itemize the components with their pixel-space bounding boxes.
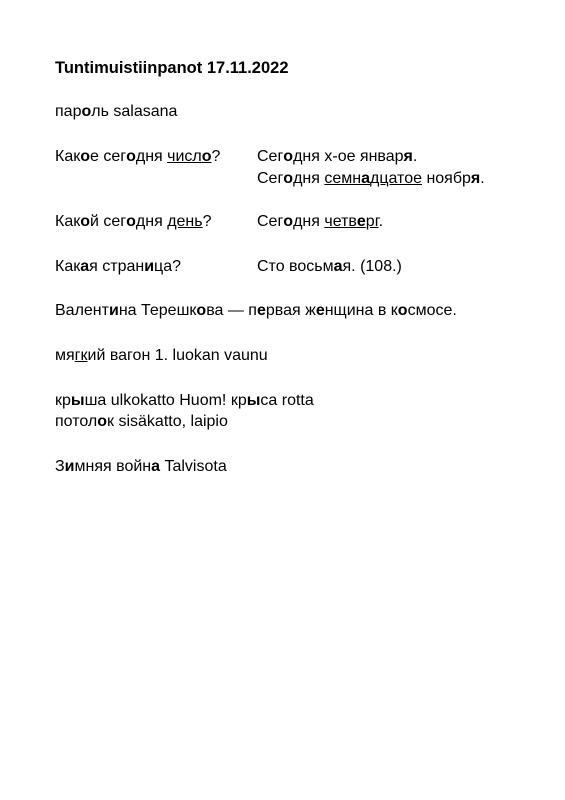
text-segment: и <box>64 458 75 475</box>
text-segment: день <box>167 213 203 230</box>
text-segment: Как <box>55 148 81 165</box>
text-segment: ва — п <box>206 302 257 319</box>
text-segment: и <box>108 302 119 319</box>
soft-car-line <box>55 346 268 366</box>
text-segment: . <box>412 148 418 165</box>
text-segment: й сег <box>90 213 127 230</box>
text-segment: к sisäkatto, laipio <box>107 413 228 430</box>
answer-page <box>257 257 402 277</box>
text-segment: а <box>80 258 90 275</box>
text-segment: о <box>81 103 92 120</box>
text-segment: о <box>126 148 136 165</box>
text-segment: Сег <box>257 148 284 165</box>
text-segment: мя <box>55 347 75 364</box>
text-segment: гк <box>74 347 88 364</box>
text-segment: е <box>356 213 366 230</box>
text-segment: о <box>283 148 294 165</box>
text-segment: о <box>80 213 90 230</box>
text-segment: е <box>315 302 325 319</box>
question-page <box>55 257 181 277</box>
text-segment: мняя войн <box>74 458 152 475</box>
text-segment: о <box>283 170 294 187</box>
text-segment: пар <box>55 103 82 120</box>
text-segment: дня <box>293 213 325 230</box>
text-segment: . <box>378 213 384 230</box>
text-segment: смосе. <box>407 302 457 319</box>
text-segment: кр <box>55 392 71 409</box>
text-segment: ? <box>211 148 221 165</box>
text-segment: я <box>470 170 481 187</box>
text-segment: Сег <box>257 170 284 187</box>
text-segment: Сто восьм <box>257 258 334 275</box>
tereshkova-line <box>55 301 457 321</box>
text-segment: са rotta <box>260 392 314 409</box>
password-line <box>55 102 177 122</box>
text-segment: З <box>55 458 65 475</box>
text-segment: четв <box>324 213 357 230</box>
text-segment: я. (108.) <box>342 258 402 275</box>
text-segment: о <box>126 213 136 230</box>
text-segment: о <box>97 413 108 430</box>
text-segment: Как <box>55 213 81 230</box>
text-segment: ы <box>70 392 85 409</box>
text-segment: дня <box>135 148 168 165</box>
answer-date-2 <box>257 169 485 189</box>
text-segment: рвая ж <box>265 302 316 319</box>
text-segment: потол <box>55 413 98 430</box>
text-segment: я стран <box>89 258 145 275</box>
text-segment: числ <box>167 148 202 165</box>
text-segment: а <box>361 170 370 187</box>
text-segment: о <box>196 302 207 319</box>
text-segment: а <box>333 258 343 275</box>
roof-line <box>55 391 314 411</box>
ceiling-line <box>55 412 228 432</box>
text-segment: ий вагон 1. luokan vaunu <box>87 347 268 364</box>
winter-war-line <box>55 457 227 477</box>
text-segment: дня <box>293 170 325 187</box>
text-segment: ца? <box>154 258 182 275</box>
question-day <box>55 212 212 232</box>
text-segment: е сег <box>90 148 127 165</box>
text-segment: нщина в к <box>324 302 398 319</box>
text-segment: дня х-ое январ <box>293 148 404 165</box>
text-segment: дня <box>135 213 168 230</box>
text-segment: на Терешк <box>118 302 197 319</box>
text-segment: ноябр <box>422 170 471 187</box>
text-segment: а <box>151 458 161 475</box>
text-segment: Talvisota <box>160 458 227 475</box>
text-segment: семн <box>324 170 362 187</box>
text-segment: рг <box>365 213 379 230</box>
text-segment: и <box>144 258 155 275</box>
text-segment: о <box>201 148 212 165</box>
text-segment: я <box>403 148 413 165</box>
text-segment: Валент <box>55 302 109 319</box>
text-segment: Сег <box>257 213 284 230</box>
question-date <box>55 147 220 167</box>
text-segment: ы <box>246 392 261 409</box>
document-title: Tuntimuistiinpanot 17.11.2022 <box>55 59 289 77</box>
text-segment: о <box>283 213 294 230</box>
answer-day <box>257 212 383 232</box>
text-segment: ша ulkokatto Huom! кр <box>84 392 247 409</box>
text-segment: Как <box>55 258 81 275</box>
text-segment: . <box>480 170 485 187</box>
text-segment: о <box>80 148 90 165</box>
text-segment: дцатое <box>370 170 422 187</box>
text-segment: е <box>256 302 266 319</box>
answer-date-1 <box>257 147 417 167</box>
text-segment: ль salasana <box>91 103 178 120</box>
text-segment: о <box>397 302 408 319</box>
text-segment: ? <box>202 213 212 230</box>
